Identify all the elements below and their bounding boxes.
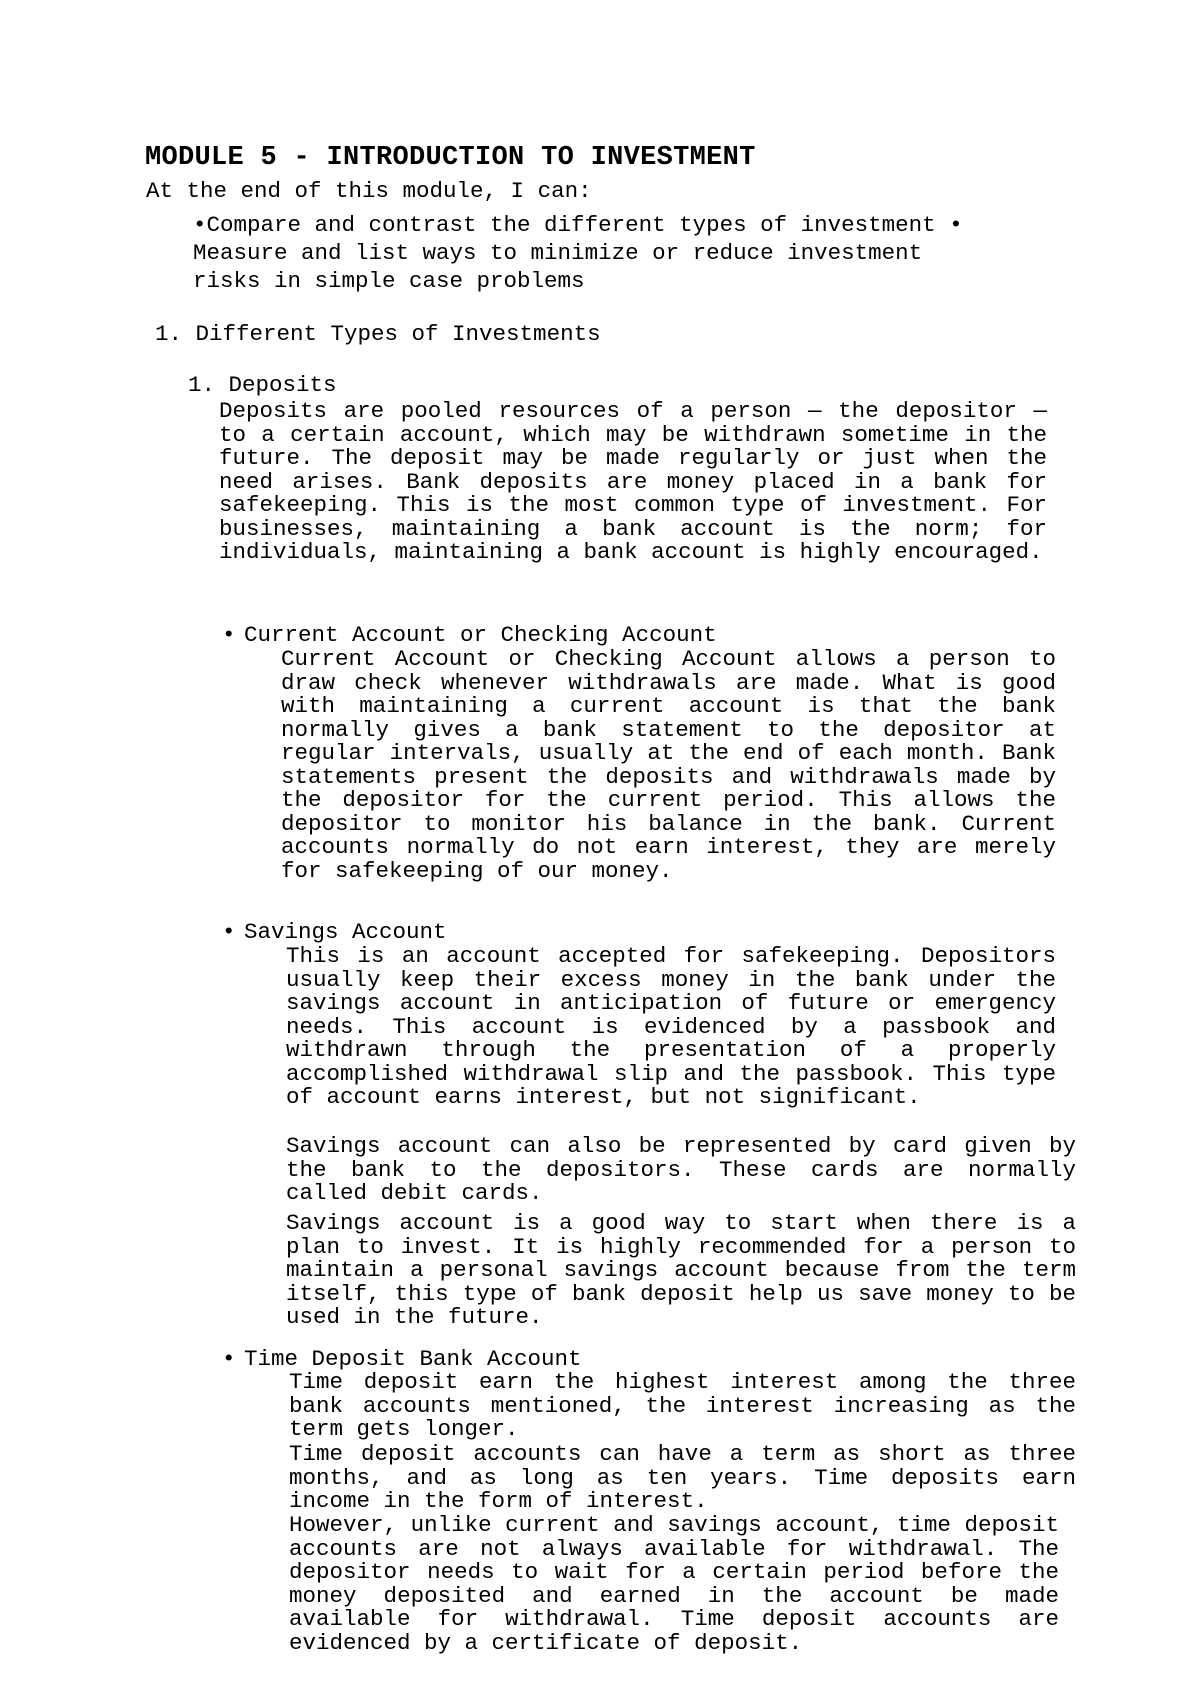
savings-paragraph-2: Savings account can also be represented by card given by the bank to the depositors. These cards are normally called debit cards. — [286, 1133, 1076, 1206]
bullet-dot: • — [222, 919, 236, 945]
objectives-list — [193, 211, 1043, 295]
bullet-current-account — [222, 622, 717, 648]
bullet-heading: Savings Account — [244, 919, 447, 945]
bullet-dot: • — [222, 622, 236, 648]
section-heading: 1. Different Types of Investments — [155, 321, 601, 347]
intro-line: At the end of this module, I can: — [146, 178, 592, 204]
objective-line: •Compare and contrast the different types of investment • — [193, 212, 963, 238]
savings-paragraph-1: This is an account accepted for safekeeping. Depositors usually keep their excess money in the bank under the savings account in anticipation of future or emergency needs. This account is evidenced by a passbook and withdrawn through the presentation of a properly accomplished withdrawal slip and the passbook. This type of account earns interest, but not significant. — [286, 943, 1056, 1110]
objective-line: Measure and list ways to minimize or reduce investment — [193, 240, 923, 266]
module-title: MODULE 5 - INTRODUCTION TO INVESTMENT — [145, 143, 756, 173]
savings-paragraph-3: Savings account is a good way to start when there is a plan to invest. It is highly recommended for a person to maintain a personal savings account because from the term itself, this type of bank deposit help us save money to be used in the future. — [286, 1210, 1076, 1330]
current-account-paragraph: Current Account or Checking Account allows a person to draw check whenever withdrawals are made. What is good with maintaining a current account is that the bank normally gives a bank statement to the depositor at regular intervals, usually at the end of each month. Bank statements present the deposits and withdrawals made by the depositor for the current period. This allows the depositor to monitor his balance in the bank. Current accounts normally do not earn interest, they are merely for safekeeping of our money. — [281, 646, 1056, 884]
bullet-heading: Current Account or Checking Account — [244, 622, 717, 648]
time-deposit-paragraph-2: Time deposit accounts can have a term as short as three months, and as long as ten years. Time deposits earn income in the form of interest. — [289, 1441, 1076, 1514]
deposits-paragraph: Deposits are pooled resources of a person — the depositor — to a certain account, which may be withdrawn sometime in the future. The deposit may be made regularly or just when the need arises. Bank deposits are money placed in a bank for safekeeping. This is the most common type of investment. For businesses, maintaining a bank account is the norm; for individuals, maintaining a bank account is highly encouraged. — [219, 398, 1047, 565]
time-deposit-paragraph-3: However, unlike current and savings account, time deposit accounts are not always available for withdrawal. The depositor needs to wait for a certain period before the money deposited and earned in the account be made available for withdrawal. Time deposit accounts are evidenced by a certificate of deposit. — [289, 1512, 1059, 1656]
subsection-heading: 1. Deposits — [188, 372, 337, 398]
bullet-heading: Time Deposit Bank Account — [244, 1346, 582, 1372]
objective-line: risks in simple case problems — [193, 268, 585, 294]
bullet-savings-account — [222, 919, 447, 945]
bullet-dot: • — [222, 1346, 236, 1372]
time-deposit-paragraph-1: Time deposit earn the highest interest among the three bank accounts mentioned, the interest increasing as the term gets longer. — [289, 1369, 1076, 1442]
